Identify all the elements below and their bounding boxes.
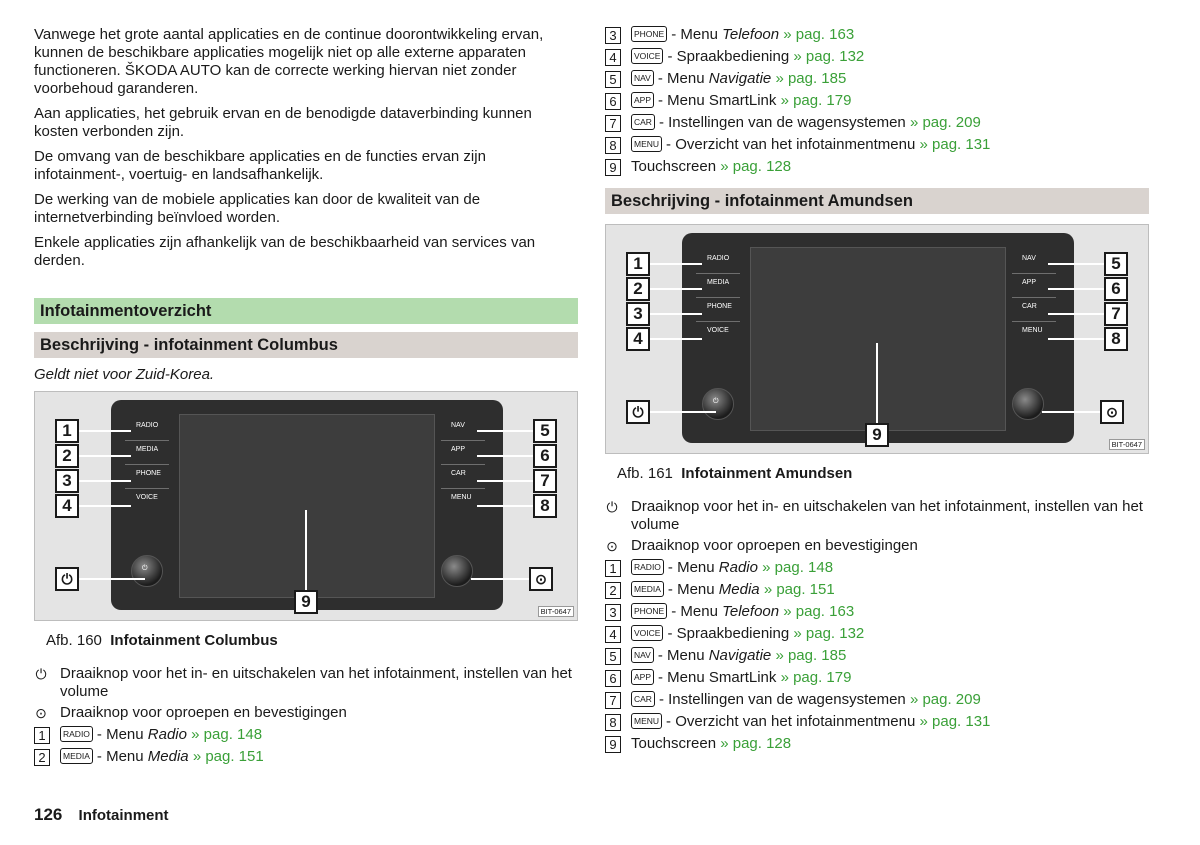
page-reference-link[interactable]: » pag. 151 xyxy=(763,581,835,598)
item-label: Draaiknop voor oproepen en bevestigingen xyxy=(60,704,347,721)
page-reference-link[interactable]: » pag. 163 xyxy=(783,26,855,43)
list-item xyxy=(605,498,1149,534)
callout-line xyxy=(876,343,878,423)
item-number: 7 xyxy=(605,692,621,709)
list-item xyxy=(605,158,1149,177)
paragraph: De werking van de mobiele applicaties kan door de kwaliteit van de internetverbinding beïnvloed worden. xyxy=(34,191,481,226)
item-label: - Menu xyxy=(667,581,719,598)
callout-line xyxy=(650,313,702,315)
infotainment-device xyxy=(111,400,503,610)
item-italic: Media xyxy=(147,748,189,765)
list-item xyxy=(34,665,578,701)
intro-paragraphs xyxy=(34,26,578,270)
item-text xyxy=(60,704,347,722)
callout-line xyxy=(305,510,307,590)
page-reference-link[interactable]: » pag. 179 xyxy=(780,92,852,109)
callout-number: 5 xyxy=(1104,252,1128,276)
divider xyxy=(441,464,485,465)
item-italic: Telefoon xyxy=(722,603,780,620)
page-footer xyxy=(34,805,169,825)
item-marker xyxy=(34,726,60,745)
confirm-knob-icon: ⊙ xyxy=(35,705,47,721)
button-key-icon: NAV xyxy=(631,70,654,86)
callout-number: 7 xyxy=(1104,302,1128,326)
list-item xyxy=(605,713,1149,732)
list-item xyxy=(605,92,1149,111)
callout-number: 6 xyxy=(533,444,557,468)
item-italic: Navigatie xyxy=(708,647,772,664)
item-text xyxy=(60,726,262,744)
item-label: - Instellingen van de wagensystemen xyxy=(658,691,910,708)
item-text xyxy=(631,114,981,132)
subsection-header: Beschrijving - infotainment Columbus xyxy=(34,332,578,358)
item-number: 5 xyxy=(605,71,621,88)
footer-section: Infotainment xyxy=(78,807,169,824)
device-button-label: NAV xyxy=(451,422,465,429)
item-marker xyxy=(605,581,631,600)
callout-line xyxy=(477,455,533,457)
button-key-icon: MEDIA xyxy=(60,748,93,764)
power-icon: ⏻ xyxy=(713,398,719,405)
callout-number: 8 xyxy=(533,494,557,518)
page-number: 126 xyxy=(34,805,63,824)
item-marker xyxy=(605,136,631,155)
menu-knob xyxy=(1012,388,1044,420)
list-item xyxy=(605,603,1149,622)
item-number: 6 xyxy=(605,93,621,110)
note: Geldt niet voor Zuid-Korea. xyxy=(34,366,215,383)
paragraph: De omvang van de beschikbare applicaties en de functies ervan zijn infotainment-, voertuig- en landsafhankelijk. xyxy=(34,148,486,183)
callout-line xyxy=(79,505,131,507)
item-number: 8 xyxy=(605,137,621,154)
item-marker xyxy=(34,704,60,723)
device-button-label: CAR xyxy=(1022,303,1037,310)
item-marker xyxy=(34,665,60,684)
item-italic: Radio xyxy=(718,559,758,576)
item-marker xyxy=(605,603,631,622)
button-key-icon: VOICE xyxy=(631,48,663,64)
callout-line xyxy=(477,480,533,482)
item-label: - Menu xyxy=(657,647,709,664)
item-marker xyxy=(605,48,631,67)
device-button-label: APP xyxy=(451,446,466,453)
item-marker xyxy=(605,625,631,644)
caption-prefix: Afb. 161 xyxy=(617,465,673,482)
list-item xyxy=(605,114,1149,133)
item-text xyxy=(631,559,833,577)
item-label: Draaiknop voor het in- en uitschakelen van het infotainment, instellen van het volume xyxy=(631,498,1143,533)
list-item xyxy=(605,691,1149,710)
figure-caption xyxy=(46,629,578,653)
device-button-label: VOICE xyxy=(136,494,158,501)
subsection-header: Beschrijving - infotainment Amundsen xyxy=(605,188,1149,214)
device-button-label: VOICE xyxy=(707,327,729,334)
button-key-icon: PHONE xyxy=(631,603,667,619)
divider xyxy=(125,440,169,441)
item-marker xyxy=(605,669,631,688)
page-reference-link[interactable]: » pag. 209 xyxy=(909,114,981,131)
infotainment-device xyxy=(682,233,1074,443)
figure-caption xyxy=(617,462,1149,486)
callout-line xyxy=(1048,313,1104,315)
device-button-label: MEDIA xyxy=(136,446,159,453)
divider xyxy=(696,273,740,274)
item-label: - Menu SmartLink xyxy=(658,92,781,109)
list-item xyxy=(605,669,1149,688)
item-label: - Menu xyxy=(96,748,148,765)
page-reference-link[interactable]: » pag. 163 xyxy=(783,603,855,620)
item-label: - Menu xyxy=(96,726,148,743)
button-key-icon: APP xyxy=(631,669,654,685)
item-label: - Overzicht van het infotainmentmenu xyxy=(666,136,920,153)
device-button-label: APP xyxy=(1022,279,1037,286)
caption-title: Infotainment Columbus xyxy=(110,632,278,649)
item-label: - Menu SmartLink xyxy=(658,669,781,686)
item-label: - Menu xyxy=(657,70,709,87)
confirm-knob-icon: ⊙ xyxy=(606,538,618,554)
item-text xyxy=(631,70,846,88)
item-text xyxy=(631,498,1149,534)
callout-number: 4 xyxy=(55,494,79,518)
item-text xyxy=(631,669,851,687)
callout-number: 5 xyxy=(533,419,557,443)
item-number: 4 xyxy=(605,49,621,66)
item-label: - Menu xyxy=(667,559,719,576)
figure-code: BIT-0647 xyxy=(1109,439,1145,450)
item-label: Draaiknop voor het in- en uitschakelen van het infotainment, instellen van het volume xyxy=(60,665,572,700)
item-text xyxy=(631,713,990,731)
list-item xyxy=(605,559,1149,578)
page-reference-link[interactable]: » pag. 151 xyxy=(192,748,264,765)
divider xyxy=(696,297,740,298)
power-icon: ⏻ xyxy=(142,565,148,572)
item-text xyxy=(631,26,854,44)
device-button-label: PHONE xyxy=(707,303,732,310)
item-marker xyxy=(34,748,60,767)
power-callout: ⏻ xyxy=(626,400,650,424)
item-number: 9 xyxy=(605,736,621,753)
divider xyxy=(1012,273,1056,274)
item-text xyxy=(631,136,990,154)
callout-line xyxy=(79,480,131,482)
callout-number: 4 xyxy=(626,327,650,351)
legend-list xyxy=(605,498,1149,754)
item-marker xyxy=(605,114,631,133)
page-reference-link[interactable]: » pag. 179 xyxy=(780,669,852,686)
callout-line xyxy=(1042,411,1100,413)
figure-columbus xyxy=(34,391,578,621)
callout-line xyxy=(650,288,702,290)
callout-line xyxy=(79,430,131,432)
callout-number: 9 xyxy=(294,590,318,614)
button-key-icon: MENU xyxy=(631,713,662,729)
item-marker xyxy=(605,559,631,578)
item-number: 6 xyxy=(605,670,621,687)
power-callout: ⏻ xyxy=(55,567,79,591)
divider xyxy=(1012,297,1056,298)
callout-line xyxy=(650,411,716,413)
list-item xyxy=(605,26,1149,45)
page-reference-link[interactable]: » pag. 131 xyxy=(919,713,991,730)
item-number: 1 xyxy=(34,727,50,744)
item-number: 4 xyxy=(605,626,621,643)
callout-number: 3 xyxy=(626,302,650,326)
item-number: 8 xyxy=(605,714,621,731)
callout-number: 1 xyxy=(626,252,650,276)
power-icon: ⏻ xyxy=(35,666,47,682)
section-header: Infotainmentoverzicht xyxy=(34,298,578,324)
list-item xyxy=(605,70,1149,89)
list-item xyxy=(605,647,1149,666)
divider xyxy=(125,488,169,489)
figure-code: BIT-0647 xyxy=(538,606,574,617)
item-marker xyxy=(605,498,631,517)
page-reference-link[interactable]: » pag. 128 xyxy=(720,158,792,175)
item-number: 9 xyxy=(605,159,621,176)
button-key-icon: MENU xyxy=(631,136,662,152)
item-marker xyxy=(605,92,631,111)
item-text xyxy=(631,158,791,176)
divider xyxy=(441,488,485,489)
item-number: 7 xyxy=(605,115,621,132)
item-marker xyxy=(605,70,631,89)
item-text xyxy=(631,48,864,66)
callout-line xyxy=(477,430,533,432)
callout-line xyxy=(1048,338,1104,340)
callout-line xyxy=(1048,288,1104,290)
item-label: - Spraakbediening xyxy=(667,625,794,642)
list-item xyxy=(34,748,578,767)
power-icon: ⏻ xyxy=(606,499,618,515)
button-key-icon: CAR xyxy=(631,691,655,707)
legend-list xyxy=(34,665,578,767)
callout-number: 8 xyxy=(1104,327,1128,351)
item-label: - Menu xyxy=(671,603,723,620)
item-italic: Radio xyxy=(147,726,187,743)
item-italic: Telefoon xyxy=(722,26,780,43)
item-label: - Instellingen van de wagensystemen xyxy=(658,114,910,131)
item-text xyxy=(631,92,851,110)
item-text xyxy=(60,665,578,701)
callout-number: 2 xyxy=(55,444,79,468)
menu-knob xyxy=(441,555,473,587)
callout-line xyxy=(650,338,702,340)
item-marker xyxy=(605,158,631,177)
callout-line xyxy=(1048,263,1104,265)
item-text xyxy=(631,537,918,555)
device-button-label: MENU xyxy=(1022,327,1043,334)
device-button-label: MEDIA xyxy=(707,279,730,286)
item-marker xyxy=(605,537,631,556)
page-reference-link[interactable]: » pag. 185 xyxy=(775,70,847,87)
paragraph: Enkele applicaties zijn afhankelijk van de beschikbaarheid van services van derden. xyxy=(34,234,536,269)
item-marker xyxy=(605,691,631,710)
touchscreen xyxy=(179,414,435,598)
item-text xyxy=(631,603,854,621)
figure-amundsen xyxy=(605,224,1149,454)
device-button-label: RADIO xyxy=(136,422,159,429)
item-text xyxy=(631,735,791,753)
list-item xyxy=(34,704,578,723)
device-button-label: PHONE xyxy=(136,470,161,477)
callout-number: 9 xyxy=(865,423,889,447)
list-item xyxy=(605,537,1149,556)
left-column xyxy=(34,26,578,770)
right-column xyxy=(605,26,1149,757)
page-reference-link[interactable]: » pag. 131 xyxy=(919,136,991,153)
button-key-icon: RADIO xyxy=(60,726,93,742)
item-number: 5 xyxy=(605,648,621,665)
page-reference-link[interactable]: » pag. 132 xyxy=(793,625,865,642)
callout-number: 6 xyxy=(1104,277,1128,301)
divider xyxy=(1012,321,1056,322)
page-reference-link[interactable]: » pag. 132 xyxy=(793,48,865,65)
page-reference-link[interactable]: » pag. 185 xyxy=(775,647,847,664)
callout-line xyxy=(471,578,529,580)
caption-title: Infotainment Amundsen xyxy=(681,465,853,482)
item-marker xyxy=(605,647,631,666)
callout-line xyxy=(79,578,145,580)
button-key-icon: RADIO xyxy=(631,559,664,575)
list-item xyxy=(605,625,1149,644)
caption-prefix: Afb. 160 xyxy=(46,632,102,649)
item-text xyxy=(631,647,846,665)
item-label: - Menu xyxy=(671,26,723,43)
item-text xyxy=(631,581,835,599)
callout-number: 3 xyxy=(55,469,79,493)
callout-number: 1 xyxy=(55,419,79,443)
device-button-label: NAV xyxy=(1022,255,1036,262)
divider xyxy=(125,464,169,465)
item-number: 3 xyxy=(605,604,621,621)
button-key-icon: NAV xyxy=(631,647,654,663)
list-item xyxy=(34,726,578,745)
divider xyxy=(696,321,740,322)
paragraph: Aan applicaties, het gebruik ervan en de benodigde dataverbinding kunnen kosten verbonden zijn. xyxy=(34,105,532,140)
item-label: - Overzicht van het infotainmentmenu xyxy=(666,713,920,730)
item-italic: Media xyxy=(718,581,760,598)
item-number: 2 xyxy=(605,582,621,599)
confirm-callout: ⊙ xyxy=(529,567,553,591)
item-number: 3 xyxy=(605,27,621,44)
item-text xyxy=(60,748,264,766)
callout-number: 2 xyxy=(626,277,650,301)
item-number: 1 xyxy=(605,560,621,577)
device-button-label: MENU xyxy=(451,494,472,501)
callout-line xyxy=(79,455,131,457)
page-reference-link[interactable]: » pag. 128 xyxy=(720,735,792,752)
paragraph: Vanwege het grote aantal applicaties en de continue doorontwikkeling ervan, kunnen de beschikbare applicaties mogelijk niet op alle externe apparaten functioneren. ŠKODA AUTO kan de correcte werking hiervan niet zonder voorbehoud garanderen. xyxy=(34,26,544,97)
item-label: - Spraakbediening xyxy=(667,48,794,65)
list-item xyxy=(605,581,1149,600)
item-text xyxy=(631,691,981,709)
item-italic: Navigatie xyxy=(708,70,772,87)
page-reference-link[interactable]: » pag. 148 xyxy=(191,726,263,743)
item-text xyxy=(631,625,864,643)
item-marker xyxy=(605,26,631,45)
button-key-icon: PHONE xyxy=(631,26,667,42)
confirm-callout: ⊙ xyxy=(1100,400,1124,424)
device-button-label: CAR xyxy=(451,470,466,477)
item-marker xyxy=(605,713,631,732)
list-item xyxy=(605,735,1149,754)
callout-number: 7 xyxy=(533,469,557,493)
item-label: Touchscreen xyxy=(631,158,721,175)
item-number: 2 xyxy=(34,749,50,766)
list-item xyxy=(605,48,1149,67)
list-item xyxy=(605,136,1149,155)
device-button-label: RADIO xyxy=(707,255,730,262)
callout-line xyxy=(477,505,533,507)
touchscreen xyxy=(750,247,1006,431)
button-key-icon: VOICE xyxy=(631,625,663,641)
divider xyxy=(441,440,485,441)
item-label: Draaiknop voor oproepen en bevestigingen xyxy=(631,537,918,554)
page-reference-link[interactable]: » pag. 148 xyxy=(762,559,834,576)
button-key-icon: APP xyxy=(631,92,654,108)
legend-list-continued xyxy=(605,26,1149,177)
item-marker xyxy=(605,735,631,754)
item-label: Touchscreen xyxy=(631,735,721,752)
button-key-icon: CAR xyxy=(631,114,655,130)
button-key-icon: MEDIA xyxy=(631,581,664,597)
page-reference-link[interactable]: » pag. 209 xyxy=(909,691,981,708)
callout-line xyxy=(650,263,702,265)
